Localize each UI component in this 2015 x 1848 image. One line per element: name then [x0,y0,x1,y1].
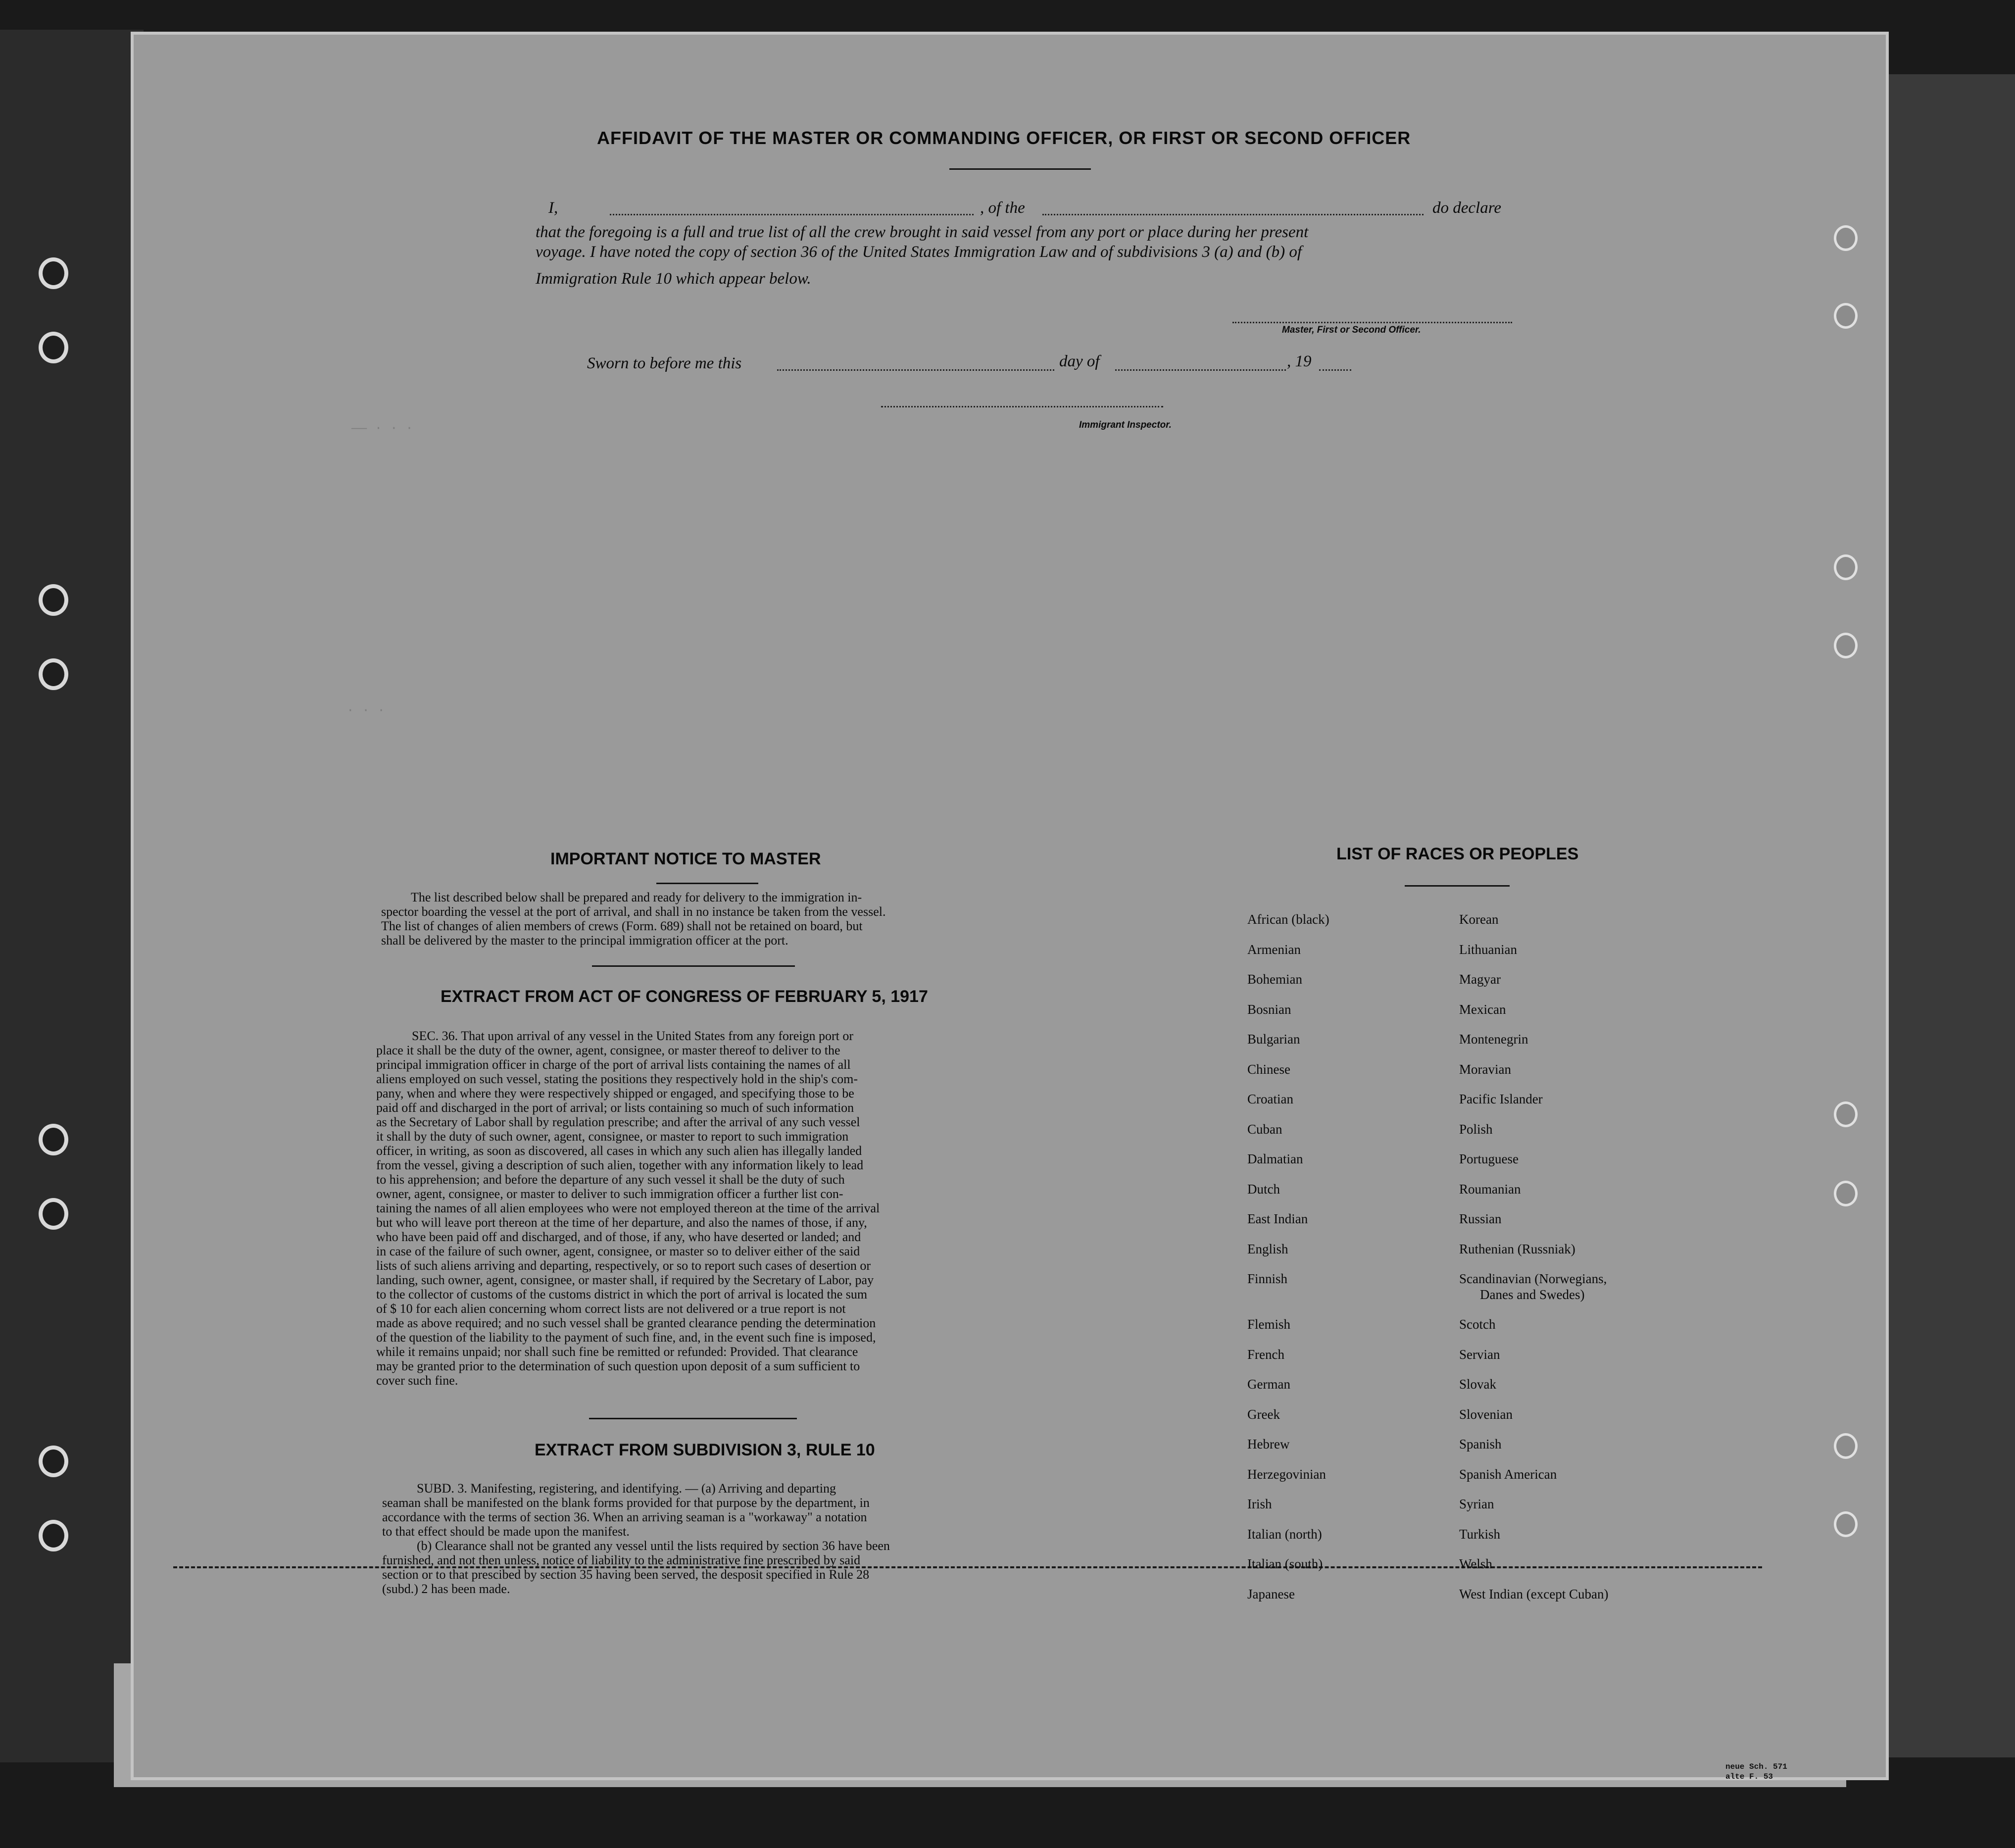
act-line: but who will leave port thereon at the time of her departure, and also the names of those, if any, [376,1215,867,1230]
race-right: Roumanian [1459,1182,1521,1197]
rule-line: accordance with the terms of section 36. When an arriving seaman is a "workaway" a notation [382,1510,867,1524]
race-left: German [1247,1377,1290,1392]
punch-hole [1834,1101,1858,1127]
punch-hole [39,1124,68,1155]
divider [1405,885,1510,887]
race-left: English [1247,1242,1288,1256]
punch-hole [39,1520,68,1551]
race-left: Japanese [1247,1587,1295,1601]
archive-stamp-line1: neue Sch. 571 [1725,1762,1787,1771]
act-line: while it remains unpaid; nor shall such fine be remitted or refunded: Provided. That clearance [376,1345,858,1359]
fold-line [173,1566,1762,1568]
race-left: Italian (south) [1247,1556,1323,1571]
punch-hole [39,584,68,616]
divider [949,168,1091,170]
i-label: I, [548,199,558,217]
punch-hole [39,332,68,363]
act-line: pany, when and where they were respectively shipped or engaged, and specifying those to be [376,1086,854,1100]
rule-line: (b) Clearance shall not be granted any vessel until the lists required by section 36 have been [417,1539,890,1553]
act-line: cover such fine. [376,1373,458,1388]
race-left: East Indian [1247,1211,1308,1226]
sworn-month-field[interactable] [1115,369,1286,371]
notice-line: shall be delivered by the master to the principal immigration officer at the port. [381,933,788,948]
punch-hole [39,257,68,289]
punch-hole [1834,1511,1858,1537]
act-line: made as above required; and no such vessel shall be granted clearance pending the determination [376,1316,876,1330]
race-right: Montenegrin [1459,1032,1528,1047]
race-right: Russian [1459,1211,1502,1226]
act-line: officer, in writing, as soon as discovered, all cases in which any such alien has illegally landed [376,1144,862,1158]
race-right: Ruthenian (Russniak) [1459,1242,1575,1256]
day-of-label: day of [1059,352,1100,370]
race-left: Bosnian [1247,1002,1291,1017]
race-left: Bohemian [1247,972,1302,987]
race-right: Moravian [1459,1062,1511,1077]
act-line: from the vessel, giving a description of such alien, together with any information likely to lead [376,1158,864,1172]
notice-line: The list of changes of alien members of crews (Form. 689) shall not be retained on board, but [381,919,863,933]
race-right: Scotch [1459,1317,1496,1332]
rule-line: (subd.) 2 has been made. [382,1582,510,1596]
race-left: Dutch [1247,1182,1280,1197]
act-line: landing, such owner, agent, consignee, or master shall, if required by the Secretary of Labor, pay [376,1273,874,1287]
punch-hole [1834,1181,1858,1206]
race-right: Servian [1459,1347,1500,1362]
race-left: Flemish [1247,1317,1291,1332]
punch-hole [1834,1433,1858,1459]
bleed-through: · · · [346,703,386,718]
act-line: place it shall be the duty of the owner, agent, consignee, or master thereof to deliver to the [376,1043,840,1057]
punch-hole [39,1446,68,1477]
race-right: Slovenian [1459,1407,1513,1422]
race-right: Spanish [1459,1437,1502,1451]
rule-title: EXTRACT FROM SUBDIVISION 3, RULE 10 [535,1441,875,1459]
race-right: Syrian [1459,1497,1494,1511]
race-left: Chinese [1247,1062,1290,1077]
race-left: Cuban [1247,1122,1282,1137]
act-line: paid off and discharged in the port of arrival; or lists containing so much of such information [376,1100,854,1115]
bleed-through: —— · · · [351,421,413,436]
race-right: Pacific Islander [1459,1092,1543,1106]
officer-caption: Master, First or Second Officer. [1282,325,1421,335]
sworn-label: Sworn to before me this [587,354,742,372]
act-line: who have been paid off and discharged, and of those, if any, who have deserted or landed; and [376,1230,861,1244]
race-right: West Indian (except Cuban) [1459,1587,1609,1601]
notice-title: IMPORTANT NOTICE TO MASTER [550,849,821,868]
act-line: lists of such aliens arriving and departing, respectively, or so to report such cases of desertion or [376,1258,871,1273]
race-right: Slovak [1459,1377,1497,1392]
rule-line: section or to that prescibed by section 35 having been served, the desposit specified in Rule 28 [382,1567,870,1582]
rule-line: to that effect should be made upon the manifest. [382,1524,630,1539]
race-right: Lithuanian [1459,942,1517,957]
act-line: to the collector of customs of the customs district in which the port of arrival is located the sum [376,1287,868,1301]
affidavit-title: AFFIDAVIT OF THE MASTER OR COMMANDING OFFICER, OR FIRST OR SECOND OFFICER [597,128,1411,148]
punch-hole [1834,225,1858,251]
act-line: as the Secretary of Labor shall by regulation prescribe; and after the arrival of any such vessel [376,1115,860,1129]
punch-hole [39,1198,68,1230]
divider [656,883,758,884]
divider [589,1418,797,1419]
act-line: principal immigration officer in charge of the port of arrival lists containing the names of all [376,1057,851,1072]
act-line: may be granted prior to the determination of such question upon deposit of a sum sufficient to [376,1359,860,1373]
act-line: SEC. 36. That upon arrival of any vessel in the United States from any foreign port or [412,1029,853,1043]
race-left: Hebrew [1247,1437,1290,1451]
notice-body [381,890,1009,948]
do-declare-label: do declare [1432,199,1501,217]
act-line: in case of the failure of such owner, agent, consignee, or master so to deliver either of the said [376,1244,860,1258]
race-left: African (black) [1247,912,1329,927]
race-left: Dalmatian [1247,1151,1303,1166]
punch-hole [1834,633,1858,658]
sworn-year-field[interactable] [1319,369,1351,371]
race-right: Magyar [1459,972,1501,987]
act-line: to his apprehension; and before the departure of any such vessel it shall be the duty of such [376,1172,845,1187]
inspector-caption: Immigrant Inspector. [1079,420,1172,430]
act-line: of $ 10 for each alien concerning whom correct lists are not delivered or a true report is not [376,1301,846,1316]
rule-body [382,1481,1009,1596]
races-title: LIST OF RACES OR PEOPLES [1336,845,1579,863]
race-right: Korean [1459,912,1499,927]
race-left: Croatian [1247,1092,1293,1106]
binder-left [0,30,144,1762]
inspector-signature-field[interactable] [881,406,1163,407]
act-line: taining the names of all alien employees who were not employed thereon at the time of the arrival [376,1201,880,1215]
race-left: Greek [1247,1407,1280,1422]
race-right: Polish [1459,1122,1493,1137]
act-title: EXTRACT FROM ACT OF CONGRESS OF FEBRUARY 5, 1917 [441,987,928,1006]
act-line: owner, agent, consignee, or master to deliver to such immigration officer a further list con- [376,1187,843,1201]
race-left: Armenian [1247,942,1301,957]
race-left: Finnish [1247,1271,1288,1286]
punch-hole [39,658,68,690]
act-line: aliens employed on such vessel, stating the positions they respectively hold in the ship's com- [376,1072,858,1086]
race-right: Spanish American [1459,1467,1557,1482]
of-the-label: , of the [980,199,1025,217]
notice-line: The list described below shall be prepared and ready for delivery to the immigration in- [411,890,862,904]
statement-line-1: that the foregoing is a full and true list of all the crew brought in said vessel from any port or place during her present [536,223,1309,241]
race-left: Irish [1247,1497,1272,1511]
statement-line-2: voyage. I have noted the copy of section 36 of the United States Immigration Law and of subdivisions 3 (a) and (b) of [536,243,1302,261]
year-label: , 19 [1287,352,1312,370]
notice-line: spector boarding the vessel at the port of arrival, and shall in no instance be taken from the vessel. [381,904,886,919]
punch-hole [1834,303,1858,329]
statement-line-3: Immigration Rule 10 which appear below. [536,270,811,288]
officer-signature-field[interactable] [1232,322,1512,323]
race-right: Mexican [1459,1002,1506,1017]
act-line: it shall by the duty of such owner, agent, consignee, or master to report to such immigration [376,1129,849,1144]
punch-hole [1834,554,1858,580]
vessel-field[interactable] [1042,214,1424,215]
race-left: Italian (north) [1247,1527,1322,1542]
race-left: Herzegovinian [1247,1467,1326,1482]
race-right: Welsh [1459,1556,1492,1571]
binder-right [1881,74,2015,1757]
archive-stamp-line2: alte F. 53 [1725,1772,1773,1781]
race-right: Scandinavian (Norwegians, [1459,1271,1607,1286]
act-line: of the question of the liability to the payment of such fine, and, in the event such fine is imposed, [376,1330,876,1345]
rule-line: furnished, and not then unless, notice of liability to the administrative fine prescribed by said [382,1553,861,1567]
name-field[interactable] [610,214,974,215]
race-right: Portuguese [1459,1151,1519,1166]
race-right: Turkish [1459,1527,1501,1542]
race-right: Danes and Swedes) [1480,1287,1585,1302]
race-left: Bulgarian [1247,1032,1300,1047]
divider [592,965,795,967]
sworn-date-field[interactable] [777,369,1054,371]
race-left: French [1247,1347,1284,1362]
act-body [376,1029,1009,1388]
rule-line: SUBD. 3. Manifesting, registering, and identifying. — (a) Arriving and departing [417,1481,836,1496]
rule-line: seaman shall be manifested on the blank forms provided for that purpose by the department, in [382,1496,870,1510]
